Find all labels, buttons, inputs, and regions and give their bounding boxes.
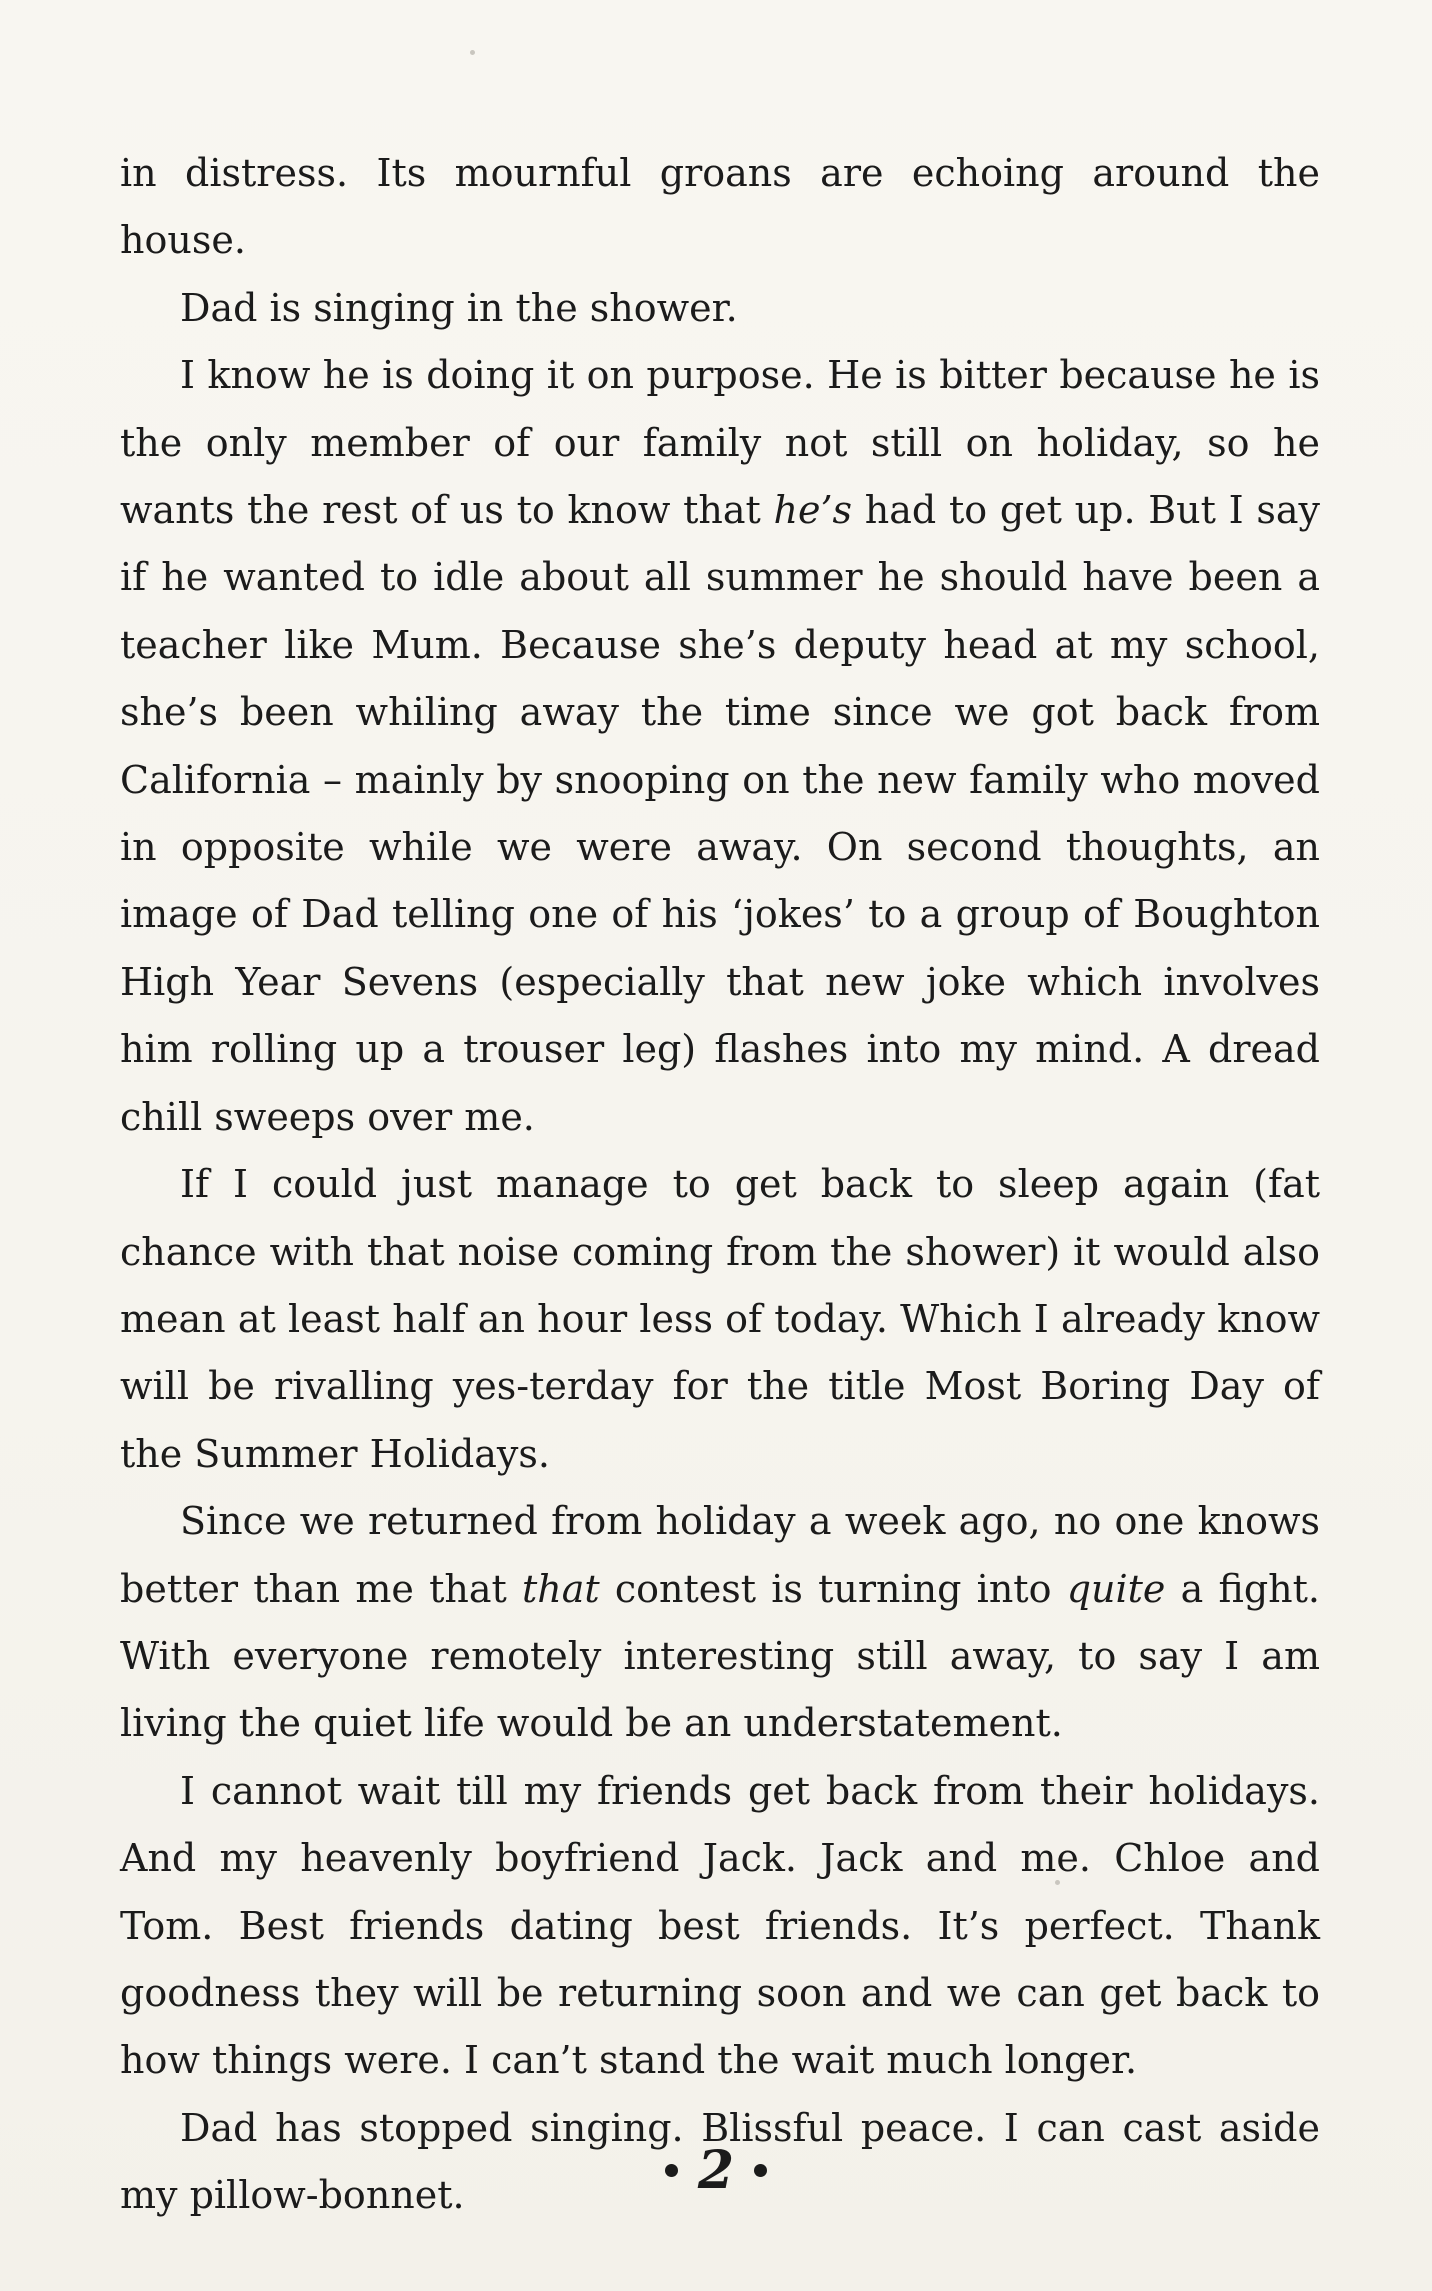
- paragraph-text: had to get up. But I say if he wanted to idle about all summer he should have been a teacher like Mum. Because she’s deputy head at my school, she’s been whiling away the time since we got back from California – mainly by snooping on the new family who moved in opposite while we were away. On second thoughts, an image of Dad telling one of his ‘jokes’ to a group of Boughton High Year Sevens (especially that new joke which involves him rolling up a trouser leg) flashes into my mind. A dread chill sweeps over me.: [120, 488, 1320, 1139]
- paragraph-text: a fight. With everyone remotely interesting still away, to say I am living the quiet life would be an understatement.: [120, 1566, 1321, 1746]
- bullet-ornament: [754, 2164, 767, 2177]
- paragraph-6: [120, 1758, 1320, 2095]
- paragraph-3: [120, 342, 1320, 1151]
- paragraph-1: [120, 140, 1320, 275]
- paragraph-5: [120, 1488, 1320, 1758]
- emphasis: that: [521, 1566, 600, 1611]
- paragraph-2: [120, 275, 1320, 342]
- paragraph-4: [120, 1151, 1320, 1488]
- paragraph-text: in distress. Its mournful groans are echoing around the house.: [120, 151, 1320, 263]
- emphasis: quite: [1066, 1566, 1166, 1611]
- page-number: 2: [697, 2140, 735, 2201]
- paragraph-text: If I could just manage to get back to sleep again (fat chance with that noise coming from the shower) it would also mean at least half an hour less of today. Which I already know will be rivalling yes-terday for the title Most Boring Day of the Summer Holidays.: [120, 1162, 1320, 1476]
- emphasis: he’s: [773, 488, 853, 533]
- body-text: [120, 140, 1320, 2230]
- paragraph-text: contest is turning into: [599, 1566, 1067, 1611]
- bullet-ornament: [665, 2164, 678, 2177]
- page-number-footer: [0, 2140, 1432, 2201]
- paper-speck: [470, 50, 475, 55]
- paragraph-text: I know he is doing it on purpose. He is bitter because he is the only member of our family not still on holiday, so he wants the rest of us to know that: [120, 353, 1320, 533]
- paragraph-text: Dad has stopped singing. Blissful peace. I can cast aside my pillow-bonnet.: [120, 2105, 1320, 2218]
- paragraph-text: I cannot wait till my friends get back from their holidays. And my heavenly boyfriend Jack. Jack and me. Chloe and Tom. Best friends dating best friends. It’s perfect. Thank goodness they will be returning soon and we can get back to how things were. I can’t stand the wait much longer.: [120, 1768, 1320, 2083]
- paragraph-text: Dad is singing in the shower.: [180, 285, 738, 330]
- paragraph-text: Since we returned from holiday a week ago, no one knows better than me that: [120, 1499, 1320, 1611]
